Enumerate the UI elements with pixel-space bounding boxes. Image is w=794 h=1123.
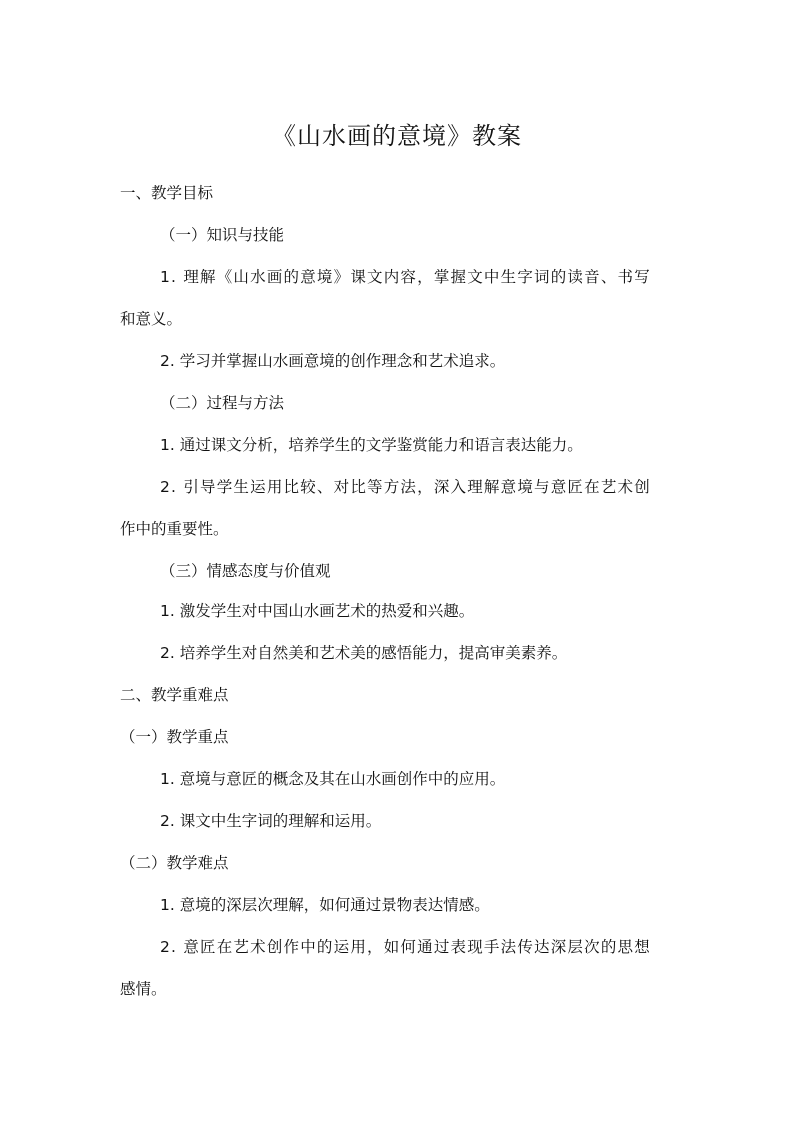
- section-heading-objectives: 一、教学目标: [120, 184, 214, 202]
- section-heading-key-difficult: 二、教学重难点: [120, 686, 229, 704]
- document-title: 《山水画的意境》教案: [272, 122, 522, 150]
- subheading-process-method: （二）过程与方法: [160, 394, 285, 412]
- list-item-text: 2. 培养学生对自然美和艺术美的感悟能力，提高审美素养。: [160, 644, 568, 662]
- list-item-text: 1. 理解《山水画的意境》课文内容，掌握文中生字词的读音、书写: [160, 268, 651, 286]
- list-item-text: 1. 意境的深层次理解，如何通过景物表达情感。: [160, 896, 490, 914]
- list-item-text: 1. 通过课文分析，培养学生的文学鉴赏能力和语言表达能力。: [160, 436, 583, 454]
- subheading-knowledge-skills: （一）知识与技能: [160, 226, 285, 244]
- subheading-key-points: （一）教学重点: [120, 728, 229, 746]
- list-item-text: 2. 引导学生运用比较、对比等方法，深入理解意境与意匠在艺术创: [160, 478, 651, 496]
- list-item-text: 1. 激发学生对中国山水画艺术的热爱和兴趣。: [160, 602, 475, 620]
- list-item-text: 1. 意境与意匠的概念及其在山水画创作中的应用。: [160, 770, 506, 788]
- list-item-text-continued: 和意义。: [120, 310, 183, 328]
- list-item-text-continued: 感情。: [120, 980, 167, 998]
- list-item-text: 2. 意匠在艺术创作中的运用，如何通过表现手法传达深层次的思想: [160, 938, 651, 956]
- subheading-emotion-values: （三）情感态度与价值观: [160, 562, 331, 580]
- list-item-text: 2. 课文中生字词的理解和运用。: [160, 812, 382, 830]
- list-item-text: 2. 学习并掌握山水画意境的创作理念和艺术追求。: [160, 352, 506, 370]
- list-item-text-continued: 作中的重要性。: [120, 520, 229, 538]
- subheading-difficult-points: （二）教学难点: [120, 854, 229, 872]
